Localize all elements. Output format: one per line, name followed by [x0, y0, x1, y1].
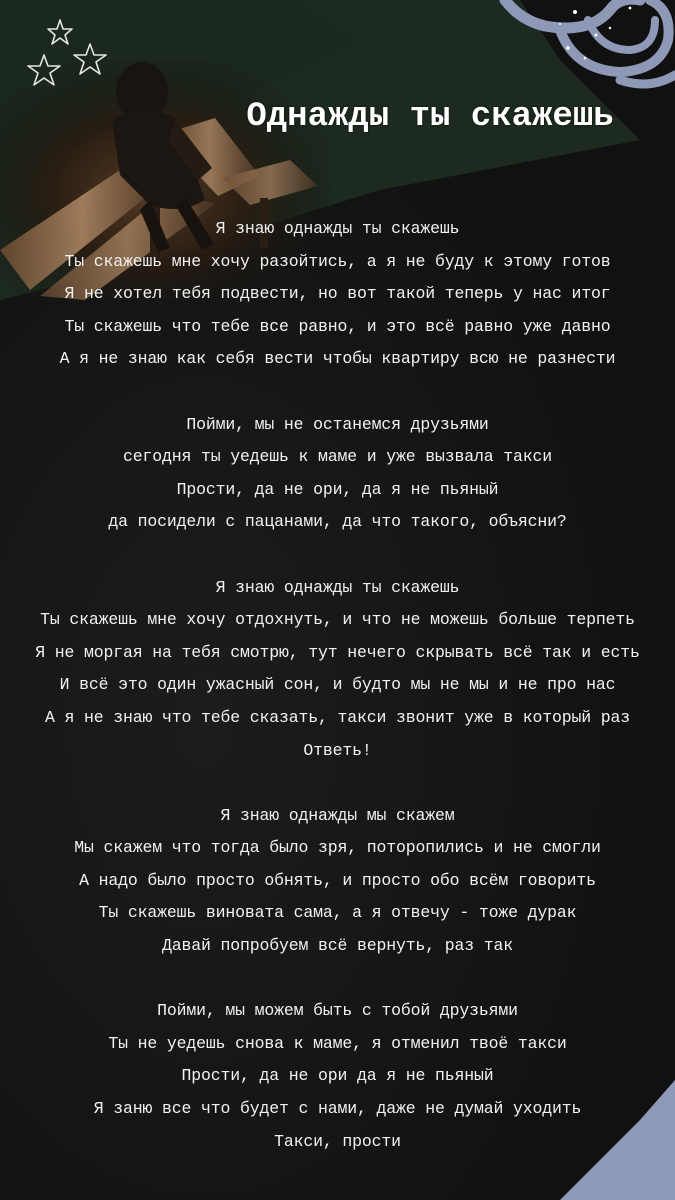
poem-line: Я заню все что будет с нами, даже не думай уходить [93, 1099, 582, 1119]
poem-body [0, 213, 675, 1158]
poem-line: Пойми, мы не останемся друзьями [186, 414, 489, 434]
poem-title: Однажды ты скажешь [246, 98, 614, 136]
poem-line: А я не знаю как себя вести чтобы квартиру всю не разнести [59, 349, 616, 369]
poem-line: Ты скажешь мне хочу разойтись, а я не буду к этому готов [64, 251, 611, 271]
poem-line: Пойми, мы можем быть с тобой друзьями [157, 1001, 518, 1021]
poem-line: А я не знаю что тебе сказать, такси звонит уже в который раз [44, 707, 631, 727]
poem-line: да посидели с пацанами, да что такого, объясни? [108, 512, 567, 532]
poem-line: Я знаю однажды ты скажешь [215, 219, 460, 238]
poem-line: Такси, прости [274, 1131, 401, 1151]
poem-line: Я не хотел тебя подвести, но вот такой теперь у нас итог [64, 284, 611, 304]
poem-line: И всё это один ужасный сон, и будто мы не мы и не про нас [59, 675, 616, 695]
poem-line: Давай попробуем всё вернуть, раз так [161, 936, 514, 956]
poem-line: Ты скажешь виновата сама, а я отвечу - тоже дурак [98, 903, 577, 923]
poem-line: Прости, да не ори да я не пьяный [181, 1066, 494, 1086]
poem-line: Ты скажешь мне хочу отдохнуть, и что не можешь больше терпеть [40, 610, 635, 630]
poem-line: Ответь! [303, 740, 372, 760]
poem-line: Я не моргая на тебя смотрю, тут нечего скрывать всё так и есть [35, 642, 640, 662]
poem-line: сегодня ты уедешь к маме и уже вызвала такси [122, 447, 553, 467]
stanza-break [0, 963, 675, 996]
poem-line: Прости, да не ори, да я не пьяный [176, 479, 499, 499]
poem-line: Я знаю однажды мы скажем [220, 805, 455, 825]
stanza-break [0, 376, 675, 409]
stanza-break [0, 767, 675, 800]
poem-line: Ты не уедешь снова к маме, я отменил твоё такси [108, 1033, 567, 1053]
stanza-break [0, 539, 675, 572]
poem-line: Ты скажешь что тебе все равно, и это всё равно уже давно [64, 316, 611, 336]
poem-line: Мы скажем что тогда было зря, поторопились и не смогли [74, 838, 601, 858]
poem-line: Я знаю однажды ты скажешь [215, 577, 460, 597]
poem-line: А надо было просто обнять, и просто обо всём говорить [79, 870, 596, 890]
